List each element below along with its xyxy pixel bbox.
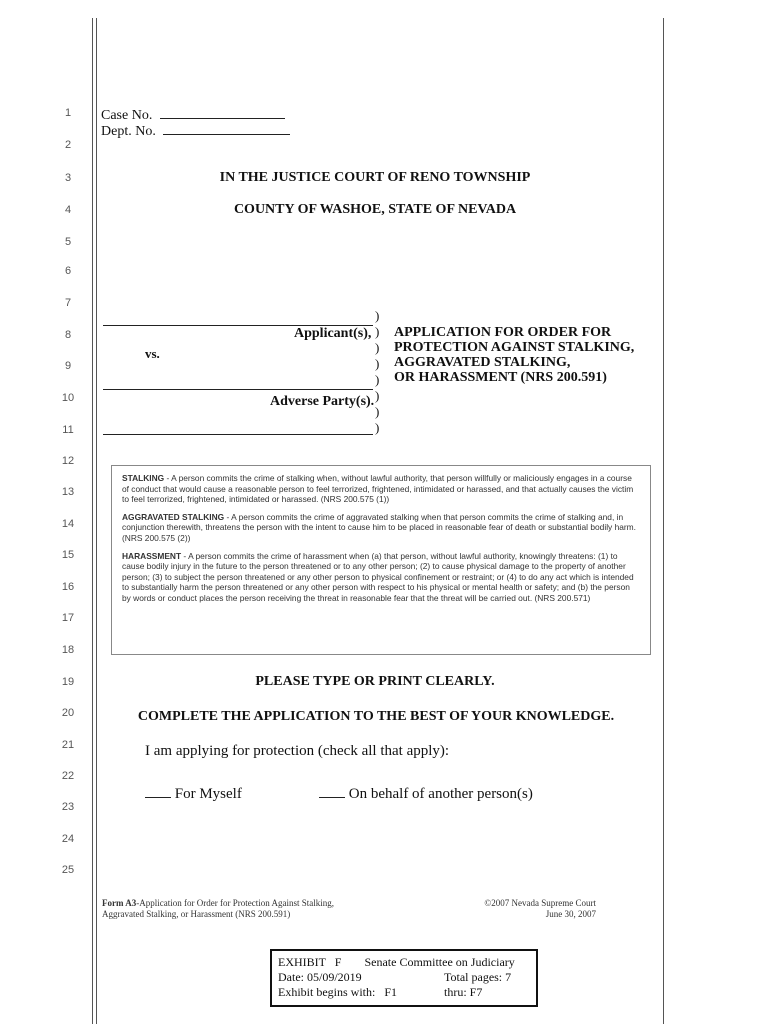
court-county: COUNTY OF WASHOE, STATE OF NEVADA [233,202,517,217]
form-title: -Application for Order for Protection Against Stalking, [136,898,334,908]
line-number: 4 [64,204,72,216]
right-margin-line [663,18,664,1024]
definitions-box [111,465,651,655]
caption-bottom-line [103,434,373,435]
committee-name: Senate Committee on Judiciary [364,955,515,969]
form-footer-line-2: Aggravated Stalking, or Harassment (NRS 200.591) [102,909,291,919]
stalking-text: - A person commits the crime of stalking when, without lawful authority, that person willfully or maliciously engages in a course of conduct that would cause a reasonable person to feel terrorized, frightened, intimidated or harassed, and that actually causes the victim to feel terrorized, frightened, intimidated or harassed. (NRS 200.575 (1)) [122,473,634,505]
exhibit-total-pages: Total pages: 7 [444,970,512,984]
exhibit-row-2 [278,970,530,985]
dept-number-field[interactable] [101,124,290,140]
form-footer-line-1 [102,898,334,909]
exhibit-row-1 [278,955,530,970]
aggravated-stalking-term: AGGRAVATED STALKING [122,511,225,522]
harassment-definition [122,551,640,604]
adverse-party-label: Adverse Party(s). [270,394,375,409]
line-number: 22 [61,770,75,782]
vs-label: vs. [145,346,160,361]
exhibit-date: Date: 05/09/2019 [278,970,362,984]
line-number: 17 [61,612,75,624]
please-type-heading: PLEASE TYPE OR PRINT CLEARLY. [255,674,495,689]
line-number: 14 [61,518,75,530]
line-number: 10 [61,392,75,404]
dept-number-label: Dept. No. [101,124,156,139]
line-number: 3 [64,172,72,184]
dept-number-blank[interactable] [163,134,290,135]
line-number: 7 [64,297,72,309]
option-for-myself[interactable] [145,786,242,803]
line-number: 1 [64,107,72,119]
applying-for-protection-text: I am applying for protection (check all that apply): [145,743,450,759]
title-line: OR HARASSMENT (NRS 200.591) [394,370,607,385]
line-number: 25 [61,864,75,876]
exhibit-thru: thru: F7 [444,985,483,999]
exhibit-label: EXHIBIT [278,955,326,969]
line-number: 16 [61,581,75,593]
aggravated-stalking-text: - A person commits the crime of aggravated stalking when that person commits the crime of stalking and, in conjunction therewith, threatens the person with the intent to cause him to be placed in reasonable fear of death or substantial bodily harm. (NRS 200.575 (2)) [122,511,636,543]
applicant-label: Applicant(s), [294,326,372,341]
form-footer [102,898,334,920]
line-number: 6 [64,265,72,277]
left-margin-line-outer [92,18,93,1024]
exhibit-letter: F [334,955,342,969]
line-number: 11 [62,424,74,436]
line-number: 20 [61,707,75,719]
adverse-party-line[interactable] [103,389,373,390]
harassment-text: - A person commits the crime of harassment when (a) that person, without lawful authority, knowingly threatens: (1) to cause bodily injury in the future to the person threatened or to any other person; (2) to cause physical damage to the property of another person; (3) to subject the person threatened or any other person to physical confinement or restraint; or (4) to do any act which is intended to substantially harm the person threatened or any other person with respect to his physical or mental health or safety; and (b) the person by words or conduct places the person receiving the threat in reasonable fear that the threat will be carried out. (NRS 200.571) [122,550,634,603]
complete-application-heading: COMPLETE THE APPLICATION TO THE BEST OF YOUR KNOWLEDGE. [137,709,615,724]
line-number: 19 [61,676,75,688]
title-line: APPLICATION FOR ORDER FOR [394,325,612,340]
title-line: AGGRAVATED STALKING, [394,355,571,370]
line-number: 9 [64,360,72,372]
line-number: 5 [64,236,72,248]
exhibit-begins-label: Exhibit begins with: [278,985,376,999]
exhibit-begins-value: F1 [384,985,398,999]
harassment-term: HARASSMENT [122,550,182,561]
line-number: 13 [61,486,75,498]
line-number: 24 [61,833,75,845]
exhibit-stamp [270,949,538,1007]
for-myself-checkbox[interactable] [145,797,171,798]
court-name: IN THE JUSTICE COURT OF RENO TOWNSHIP [219,170,531,185]
case-number-label: Case No. [101,108,153,123]
line-number: 2 [64,139,72,151]
left-margin-line-inner [96,18,97,1024]
on-behalf-checkbox[interactable] [319,797,345,798]
application-title [394,325,634,385]
case-number-blank[interactable] [160,118,285,119]
aggravated-stalking-definition [122,512,640,544]
exhibit-row-3 [278,985,530,1000]
on-behalf-label: On behalf of another person(s) [348,786,533,802]
line-number: 21 [61,739,75,751]
line-number: 23 [61,801,75,813]
stalking-definition [122,473,640,505]
form-number: Form A3 [102,898,137,908]
line-number: 8 [64,329,72,341]
title-line: PROTECTION AGAINST STALKING, [394,340,635,355]
option-on-behalf[interactable] [319,786,533,803]
copyright-text: ©2007 Nevada Supreme Court [484,898,596,908]
line-number: 12 [61,455,75,467]
revision-date: June 30, 2007 [545,909,596,919]
line-number: 15 [61,549,75,561]
stalking-term: STALKING [122,473,165,483]
line-number: 18 [61,644,75,656]
for-myself-label: For Myself [174,786,242,802]
copyright-footer [460,898,596,920]
case-number-field[interactable] [101,108,285,124]
